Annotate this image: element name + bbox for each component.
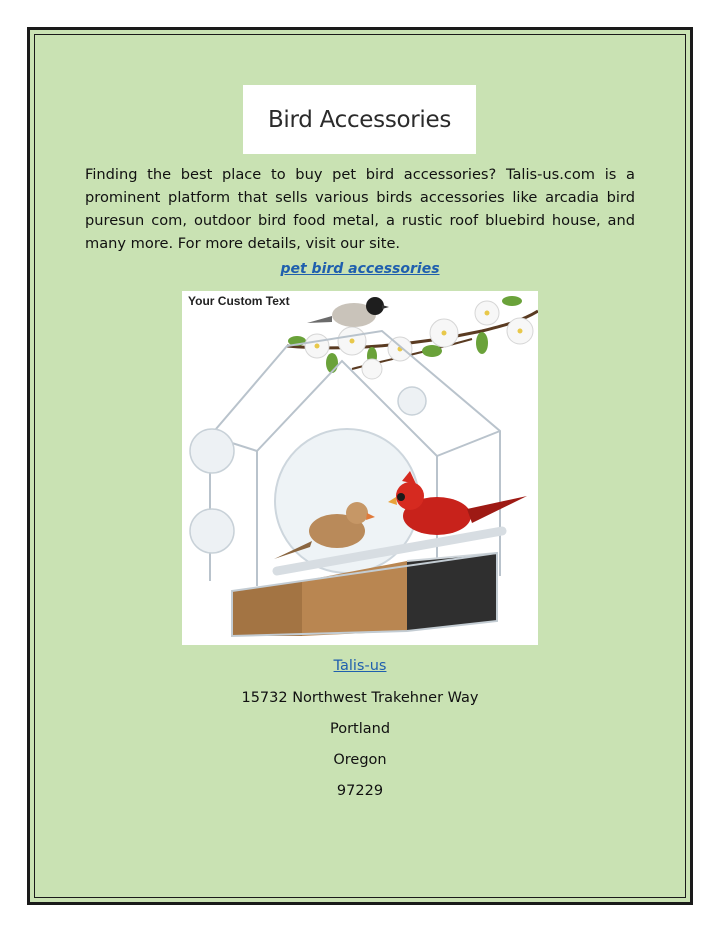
bird-feeder-photo — [182, 291, 538, 645]
custom-text-caption: Your Custom Text — [188, 294, 290, 308]
page-title: Bird Accessories — [267, 106, 452, 133]
bird-feeder-illustration — [182, 291, 538, 645]
city: Portland — [329, 721, 391, 737]
company-link[interactable]: Talis-us — [333, 658, 387, 674]
state: Oregon — [333, 752, 387, 768]
zip-code: 97229 — [336, 783, 384, 799]
title-banner — [243, 85, 476, 154]
intro-paragraph: Finding the best place to buy pet bird accessories? Talis-us.com is a prominent platform that sells various birds accessories like arcadia bird puresun com, outdoor bird food metal, a rustic roof bluebird house, and many more. For more details, visit our site. — [85, 166, 635, 252]
street-address: 15732 Northwest Trakehner Way — [241, 690, 479, 706]
pet-bird-accessories-link[interactable]: pet bird accessories — [280, 261, 440, 277]
